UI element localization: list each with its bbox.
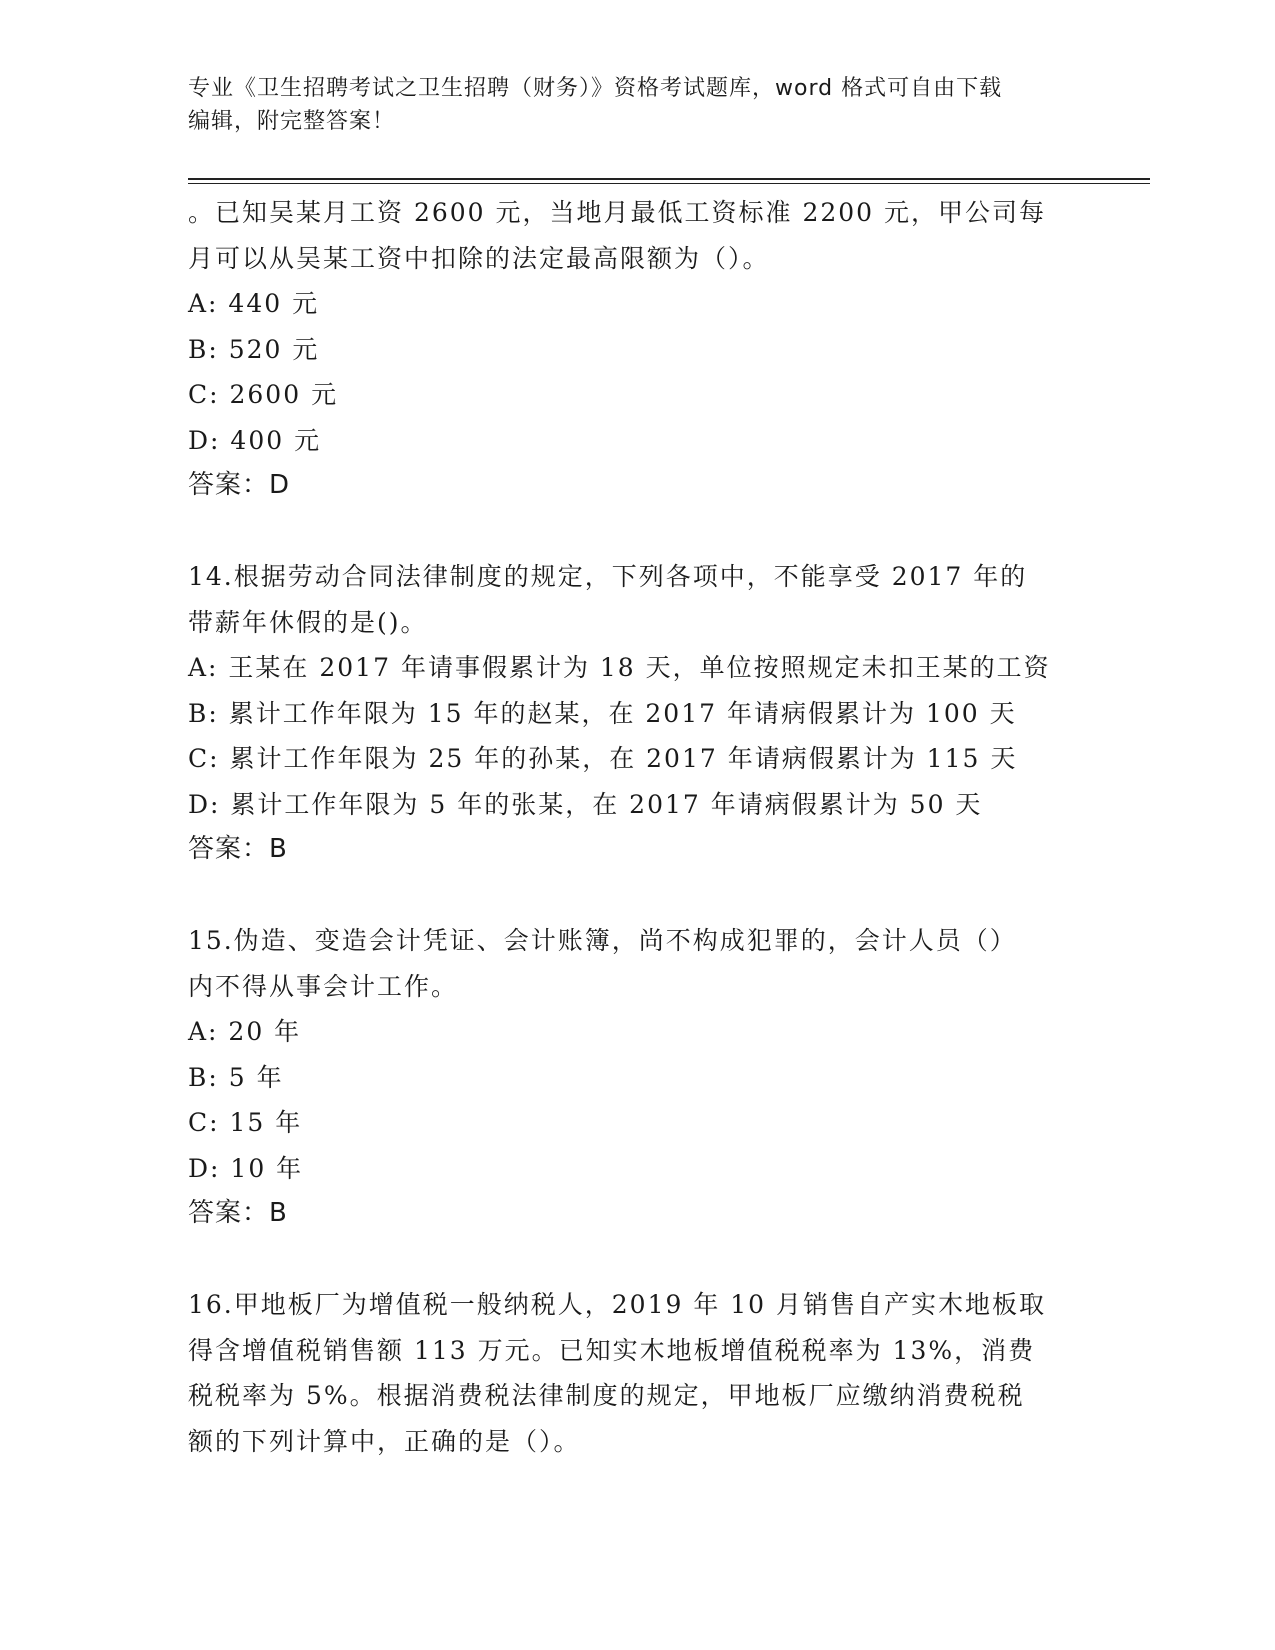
question-16 [188,1282,1088,1464]
question-stem: 带薪年休假的是()。 [188,607,428,637]
option-c: C: 累计工作年限为 25 年的孙某，在 2017 年请病假累计为 115 天 [188,744,1018,773]
question-stem: 月可以从吴某工资中扣除的法定最高限额为（）。 [188,243,770,273]
answer: 答案：D [188,470,291,500]
question-stem: 税税率为 5%。根据消费税法律制度的规定，甲地板厂应缴纳消费税税 [188,1381,1025,1410]
question-stem: 14.根据劳动合同法律制度的规定，下列各项中，不能享受 2017 年的 [188,562,1028,591]
option-b: B: 累计工作年限为 15 年的赵某，在 2017 年请病假累计为 100 天 [188,698,1017,728]
header-rule-thin [188,183,1150,184]
option-b: B: 520 元 [188,334,320,364]
question-stem: 。已知吴某月工资 2600 元，当地月最低工资标准 2200 元，甲公司每 [188,198,1047,227]
spacer [188,509,1088,555]
spacer [188,1237,1088,1283]
option-a: A: 440 元 [188,289,320,318]
header-rule-thick [188,178,1150,180]
question-stem: 16.甲地板厂为增值税一般纳税人，2019 年 10 月销售自产实木地板取 [188,1290,1047,1319]
question-15 [188,918,1088,1237]
header-line-1: 专业《卫生招聘考试之卫生招聘（财务）》资格考试题库，word 格式可自由下载 [188,76,1003,101]
question-stem: 得含增值税销售额 113 万元。已知实木地板增值税税率为 13%，消费 [188,1335,1036,1365]
answer: 答案：B [188,1198,288,1228]
document-header [188,72,1088,138]
question-stem: 额的下列计算中，正确的是（）。 [188,1426,581,1456]
question-13 [188,190,1088,509]
option-d: D: 10 年 [188,1153,304,1183]
question-stem: 15.伪造、变造会计凭证、会计账簿，尚不构成犯罪的，会计人员（） [188,926,1017,955]
option-d: D: 累计工作年限为 5 年的张某，在 2017 年请病假累计为 50 天 [188,789,983,819]
option-a: A: 20 年 [188,1017,302,1046]
option-a: A: 王某在 2017 年请事假累计为 18 天，单位按照规定未扣王某的工资 [188,653,1051,682]
option-d: D: 400 元 [188,425,322,455]
spacer [188,873,1088,919]
question-list [188,190,1088,1464]
question-stem: 内不得从事会计工作。 [188,971,459,1001]
answer: 答案：B [188,834,288,864]
option-c: C: 15 年 [188,1108,303,1137]
header-line-2: 编辑，附完整答案！ [188,109,396,134]
option-b: B: 5 年 [188,1062,284,1092]
question-14 [188,554,1088,873]
option-c: C: 2600 元 [188,380,339,409]
